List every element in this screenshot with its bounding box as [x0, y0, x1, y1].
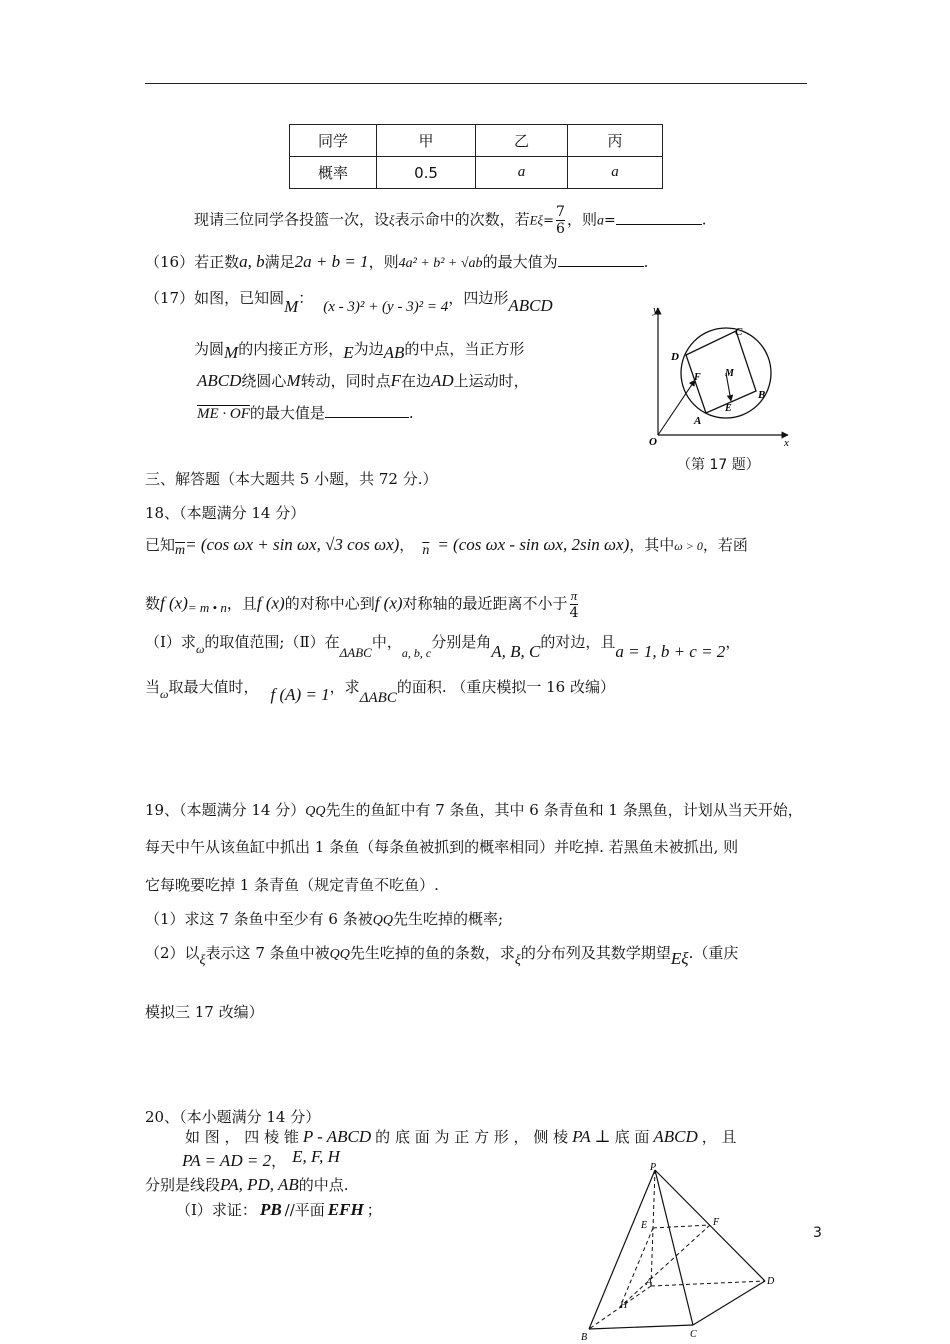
q18-angles: A, B, C [491, 642, 541, 661]
q18-n-definition: = (cos ωx - sin ωx, 2sin ωx) [437, 535, 630, 554]
table-cell: a [568, 157, 663, 189]
q18-function: f (x) [256, 593, 285, 613]
q17-line-4 [197, 402, 414, 425]
q20-line-4 [176, 1199, 382, 1221]
q18-condition: f (A) = 1 [270, 685, 330, 704]
q17-text: 绕圆心 [241, 372, 287, 390]
table-row [290, 157, 663, 189]
q20-line-3 [145, 1174, 349, 1196]
fig-label: D [671, 351, 679, 363]
q17-text: （17）如图，已知圆 [145, 289, 285, 307]
q19-line-1 [145, 799, 803, 823]
q15-line [194, 204, 706, 237]
edge-ef [653, 1225, 710, 1228]
q17-vector-product: ME · OF [197, 406, 250, 422]
q16-end: . [643, 253, 649, 271]
q20-perpendicular: PA ⊥ [572, 1127, 611, 1146]
q18-sides: a, b, c [401, 646, 432, 660]
figure-caption: （第 17 题） [677, 457, 760, 473]
fig-label: B [758, 389, 766, 401]
q17-line-3 [197, 370, 529, 392]
q17-text: 转动，同时点 [300, 372, 391, 390]
q16-line [145, 251, 648, 275]
q15-text: 表示命中的次数，若 [394, 210, 530, 229]
q18-text: 数 [145, 594, 161, 613]
q20-line-2 [182, 1147, 340, 1172]
q19-text: 先生吃掉的概率; [392, 910, 504, 928]
q15-end: . [701, 210, 707, 229]
fig-label: E [725, 403, 732, 414]
q18-text: ，若函 [702, 536, 748, 554]
q20-base: ABCD [653, 1127, 698, 1146]
q20-points: E, F, H [292, 1147, 340, 1166]
q17-var: F [390, 371, 401, 390]
q15-expectation: Eξ [529, 212, 544, 228]
q19-xi: ξ [514, 953, 521, 968]
q18-text: ，其中 [629, 536, 675, 554]
q19-text: .（重庆 [688, 944, 739, 962]
answer-blank [616, 209, 702, 225]
q18-text: ， [399, 536, 415, 554]
q18-text: 的取值范围;（Ⅱ）在 [204, 633, 340, 651]
table-cell: 同学 [290, 125, 377, 157]
probability-table [289, 124, 663, 189]
fig-label: B [581, 1332, 588, 1343]
q16-expression: 4a² + b² + √ab [398, 256, 483, 271]
q19-text: 19、（本题满分 14 分） [145, 801, 306, 819]
table-cell: a [476, 157, 568, 189]
q18-line-1 [145, 534, 748, 558]
section-heading: 三、解答题（本大题共 5 小题，共 72 分.） [145, 470, 438, 488]
fig-label: P [650, 1162, 657, 1173]
vector-m: $\overline{m}$ [175, 543, 186, 558]
q19-line-5 [145, 942, 738, 966]
q18-text: 已知 [145, 536, 176, 554]
q19-text: 先生吃掉的鱼的条数，求 [349, 944, 515, 962]
q17-text: ： [298, 289, 314, 307]
q16-text: ，则 [368, 253, 399, 271]
q20-text: 分别是线段 [145, 1176, 221, 1194]
header-rule [145, 83, 807, 84]
q15-eq: = [603, 212, 616, 229]
q18-text: 的面积. （重庆模拟一 16 改编） [396, 678, 615, 696]
q18-text: 对称轴的最近距离不小于 [402, 594, 568, 613]
q20-text: ， [271, 1152, 287, 1170]
fraction-denominator: 4 [569, 605, 579, 621]
vector-n: $\overline{n}$ [422, 543, 430, 558]
q16-vars: a, b [239, 252, 265, 271]
fig-label: y [653, 304, 658, 316]
q19-xi: ξ [199, 953, 206, 968]
q20-segments: PA, PD, AB [220, 1175, 299, 1194]
q20-text: ， 且 [701, 1128, 737, 1146]
q18-line-2 [145, 588, 578, 621]
q17-text: 在边 [400, 372, 431, 390]
q18-line-3 [145, 631, 741, 661]
q18-triangle: ΔABC [339, 645, 372, 660]
q17-text: 为圆 [194, 340, 225, 358]
q17-text: 的最大值是 [249, 404, 325, 422]
q16-text: 满足 [264, 253, 295, 271]
edge-cd [693, 1281, 765, 1325]
q17-var: M [286, 371, 301, 390]
table-cell: 概率 [290, 157, 377, 189]
q15-text: ，则 [566, 210, 597, 229]
q18-function-definition: = m • n [187, 599, 227, 615]
fig-label: A [694, 415, 702, 427]
q17-text: ，四边形 [448, 289, 509, 307]
table-cell: 丙 [568, 125, 663, 157]
q15-xi: ξ [389, 212, 395, 228]
q19-line-4 [145, 908, 503, 932]
q18-m-definition: = (cos ωx + sin ωx, √3 cos ωx) [185, 535, 400, 554]
q18-function: f (x) [160, 593, 188, 613]
q20-pyramid-figure [575, 1162, 805, 1342]
q17-var: AB [383, 343, 405, 362]
fraction-numerator: π [570, 588, 578, 603]
q15-eq: = [543, 213, 555, 229]
q17-var: AD [431, 371, 454, 390]
q18-condition: a = 1, b + c = 2 [615, 642, 726, 661]
q20-text: 的 底 面 为 正 方 形 ， 侧 棱 [375, 1128, 569, 1146]
q18-text: ， [725, 633, 741, 651]
fig-label: F [694, 372, 701, 383]
fig-label: D [767, 1276, 775, 1287]
q20-text: 如 图 ， 四 棱 锥 [185, 1128, 299, 1146]
q18-text: 的对边，且 [540, 633, 616, 651]
vector-of [658, 380, 695, 435]
q17-var: E [343, 343, 354, 362]
q20-text: 底 面 [614, 1128, 650, 1146]
q19-text: 表示这 7 条鱼中被 [205, 944, 330, 962]
q18-text: （Ⅰ）求 [145, 633, 196, 651]
q20-line-1 [185, 1126, 737, 1148]
q16-text: （16）若正数 [145, 253, 240, 271]
q18-fraction [570, 588, 579, 621]
q19-text: （2）以 [145, 944, 200, 962]
edge-fh [620, 1225, 710, 1307]
q20-line-pb: PB [259, 1200, 282, 1219]
q17-text: 上运动时， [453, 372, 529, 390]
q18-text: ，求 [329, 678, 360, 696]
edge-eh [620, 1228, 653, 1307]
fig-label: C [690, 1329, 697, 1340]
table-row [290, 125, 663, 157]
answer-blank [558, 251, 644, 267]
q20-text: 的中点. [298, 1176, 349, 1194]
q19-expectation: Eξ [670, 949, 689, 968]
q19-text: 先生的鱼缸中有 7 条鱼，其中 6 条青鱼和 1 条黑鱼，计划从当天开始， [325, 801, 803, 819]
q17-end: . [408, 404, 414, 422]
q20-text: //平面 [284, 1201, 325, 1219]
fig-label: A [646, 1277, 653, 1288]
q18-omega: ω [160, 687, 169, 701]
q17-quadrilateral: ABCD [508, 296, 553, 315]
q20-text: ； [366, 1201, 382, 1219]
q18-function: f (x) [374, 593, 403, 613]
q18-triangle: ΔABC [359, 690, 397, 706]
q17-figure [638, 300, 808, 450]
answer-blank [325, 402, 409, 418]
q20-equation: PA = AD = 2 [182, 1151, 272, 1170]
q17-circle-name: M [284, 297, 299, 316]
q18-text: 取最大值时， [168, 678, 259, 696]
q19-line-2: 每天中午从该鱼缸中抓出 1 条鱼（每条鱼被抓到的概率相同）并吃掉. 若黑鱼未被抓出, 则 [145, 838, 739, 856]
q18-condition: ω > 0 [674, 539, 703, 553]
fraction-denominator: 6 [556, 221, 565, 237]
fig-label: C [735, 326, 743, 338]
q18-text: 中， [371, 633, 402, 651]
table-cell: 甲 [377, 125, 476, 157]
q20-pyramid: P - ABCD [302, 1127, 372, 1146]
q18-text: 当 [145, 678, 161, 696]
q19-line-3: 它每晚要吃掉 1 条青鱼（规定青鱼不吃鱼）. [145, 876, 439, 894]
q16-condition: 2a + b = 1 [294, 252, 369, 271]
q17-line-1 [145, 287, 553, 316]
q19-qq: QQ [372, 913, 393, 928]
q19-line-6: 模拟三 17 改编） [145, 1003, 264, 1021]
q19-text: （1）求这 7 条鱼中至少有 6 条被 [145, 910, 373, 928]
edge-pc [655, 1170, 693, 1325]
q17-var: ABCD [197, 371, 242, 390]
fig-label: F [713, 1217, 720, 1228]
q17-circle-equation: (x - 3)² + (y - 3)² = 4 [323, 299, 449, 315]
fig-label: E [641, 1220, 648, 1231]
q17-var: M [224, 343, 239, 362]
q15-fraction [556, 204, 565, 237]
q17-text: 的中点，当正方形 [404, 340, 525, 358]
table-cell: 乙 [476, 125, 568, 157]
q16-text: 的最大值为 [482, 253, 558, 271]
page-number: 3 [813, 1225, 822, 1241]
q17-line-2 [194, 338, 524, 360]
fig-label: O [649, 436, 657, 448]
q15-text: 现请三位同学各投篮一次，设 [194, 210, 390, 229]
q18-line-4 [145, 676, 615, 706]
q19-qq: QQ [305, 804, 326, 819]
q18-text: 分别是角 [431, 633, 492, 651]
q20-text: （Ⅰ）求证： [176, 1201, 257, 1219]
q20-plane-efh: EFH [327, 1200, 364, 1219]
edge-ad [651, 1281, 765, 1286]
q18-text: ，且 [226, 594, 257, 613]
q15-a: a [596, 213, 604, 229]
fraction-numerator: 7 [556, 204, 565, 220]
q19-qq: QQ [329, 947, 350, 962]
fig-label: x [784, 437, 789, 449]
q17-text: 的内接正方形， [238, 340, 344, 358]
edge-bc [589, 1325, 693, 1329]
table-cell: 0.5 [377, 157, 476, 189]
fig-label: M [725, 368, 734, 379]
q18-heading: 18、（本题满分 14 分） [145, 504, 306, 522]
q19-text: 的分布列及其数学期望 [520, 944, 671, 962]
q18-text: 的对称中心到 [284, 594, 375, 613]
q17-text: 为边 [353, 340, 384, 358]
q20-heading: 20、（本小题满分 14 分） [145, 1108, 321, 1126]
fig-label: H [620, 1300, 628, 1311]
q18-omega: ω [195, 642, 205, 656]
